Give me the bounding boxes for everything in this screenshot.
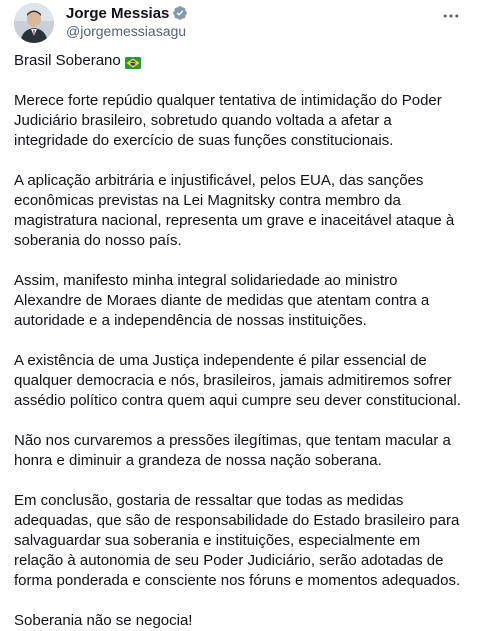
avatar[interactable] <box>14 3 54 43</box>
author-display-name[interactable]: Jorge Messias <box>66 4 170 22</box>
tweet-paragraph: Soberania não se negocia! <box>14 612 193 629</box>
tweet-paragraph: A aplicação arbitrária e injustificável, pelos EUA, das sanções econômicas previstas na Lei Magnitsky contra membro da magistratura nacional, representa um grave e inaceitável ataque à soberania do nosso país. <box>14 172 455 249</box>
author-handle[interactable]: @jorgemessiasagu <box>66 23 187 39</box>
author-names <box>66 4 188 39</box>
brazil-flag-icon <box>125 55 141 67</box>
verified-badge-icon <box>172 5 188 21</box>
tweet-title-line <box>14 51 466 71</box>
name-row <box>66 4 188 22</box>
avatar-image <box>14 3 54 43</box>
more-options-icon[interactable] <box>441 6 461 26</box>
tweet-text <box>14 51 466 631</box>
tweet-paragraph: A existência de uma Justiça independente é pilar essencial de qualquer democracia e nós, brasileiros, jamais admitiremos sofrer assédio político contra quem aqui cumpre seu dever constitucional. <box>14 352 461 409</box>
tweet-title: Brasil Soberano <box>14 52 121 69</box>
tweet-paragraph: Em conclusão, gostaria de ressaltar que todas as medidas adequadas, que são de responsabilidade do Estado brasileiro para salvaguardar sua soberania e instituições, especialmente em relação à autonomia de seu Poder Judiciário, serão adotadas de forma ponderada e consciente nos fóruns e momentos adequados. <box>14 492 461 589</box>
tweet-header <box>14 0 467 44</box>
tweet-paragraph: Não nos curvaremos a pressões ilegítimas, que tentam macular a honra e diminuir a grandeza de nossa nação soberana. <box>14 432 451 469</box>
tweet-paragraph: Assim, manifesto minha integral solidariedade ao ministro Alexandre de Moraes diante de medidas que atentam contra a autoridade e a independência de nossas instituições. <box>14 272 430 329</box>
tweet-paragraph: Merece forte repúdio qualquer tentativa de intimidação do Poder Judiciário brasileiro, sobretudo quando voltada a afetar a integridade do exercício de suas funções constitucionais. <box>14 92 442 149</box>
